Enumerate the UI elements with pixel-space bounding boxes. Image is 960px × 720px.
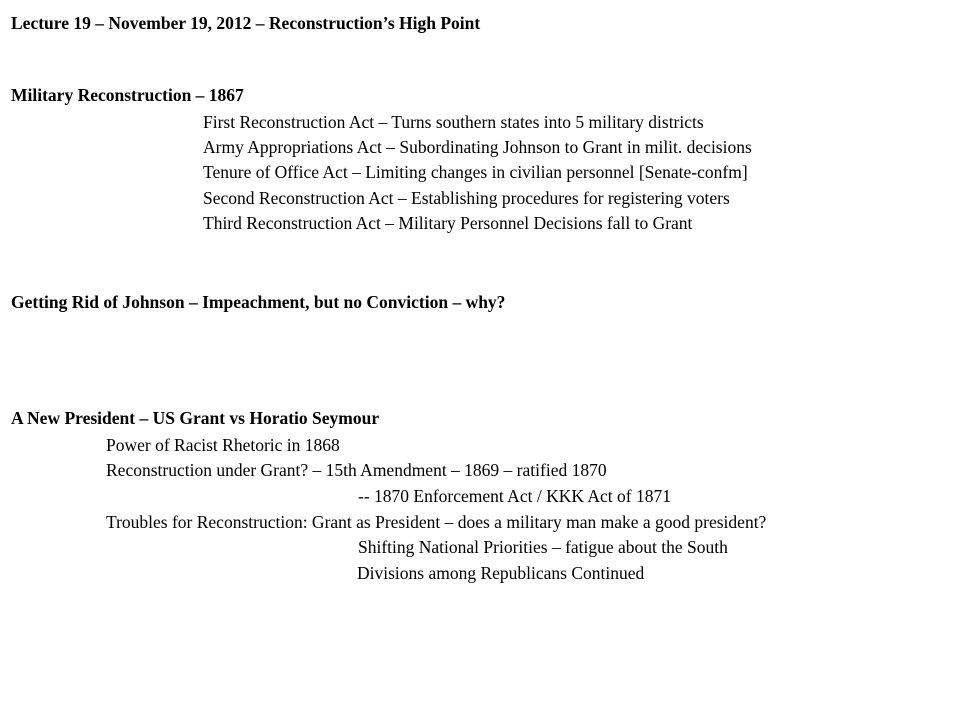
list-item: Second Reconstruction Act – Establishing procedures for registering voters bbox=[203, 188, 730, 208]
section-heading-military-reconstruction: Military Reconstruction – 1867 bbox=[11, 85, 244, 105]
section-heading-new-president: A New President – US Grant vs Horatio Seymour bbox=[11, 408, 380, 428]
list-item: -- 1870 Enforcement Act / KKK Act of 1871 bbox=[358, 486, 671, 506]
list-item: Divisions among Republicans Continued bbox=[357, 563, 645, 583]
list-item: Tenure of Office Act – Limiting changes in civilian personnel [Senate-confm] bbox=[203, 162, 748, 182]
list-item: Army Appropriations Act – Subordinating Johnson to Grant in milit. decisions bbox=[203, 137, 752, 157]
section-heading-impeachment: Getting Rid of Johnson – Impeachment, but no Conviction – why? bbox=[11, 292, 506, 312]
list-item: Third Reconstruction Act – Military Personnel Decisions fall to Grant bbox=[203, 213, 693, 233]
list-item: Troubles for Reconstruction: Grant as President – does a military man make a good president? bbox=[106, 512, 767, 532]
list-item: Reconstruction under Grant? – 15th Amendment – 1869 – ratified 1870 bbox=[106, 460, 607, 480]
list-item: Shifting National Priorities – fatigue about the South bbox=[358, 537, 728, 557]
list-item: First Reconstruction Act – Turns southern states into 5 military districts bbox=[203, 112, 704, 132]
list-item: Power of Racist Rhetoric in 1868 bbox=[106, 435, 340, 455]
page-title: Lecture 19 – November 19, 2012 – Reconstruction’s High Point bbox=[11, 13, 481, 33]
